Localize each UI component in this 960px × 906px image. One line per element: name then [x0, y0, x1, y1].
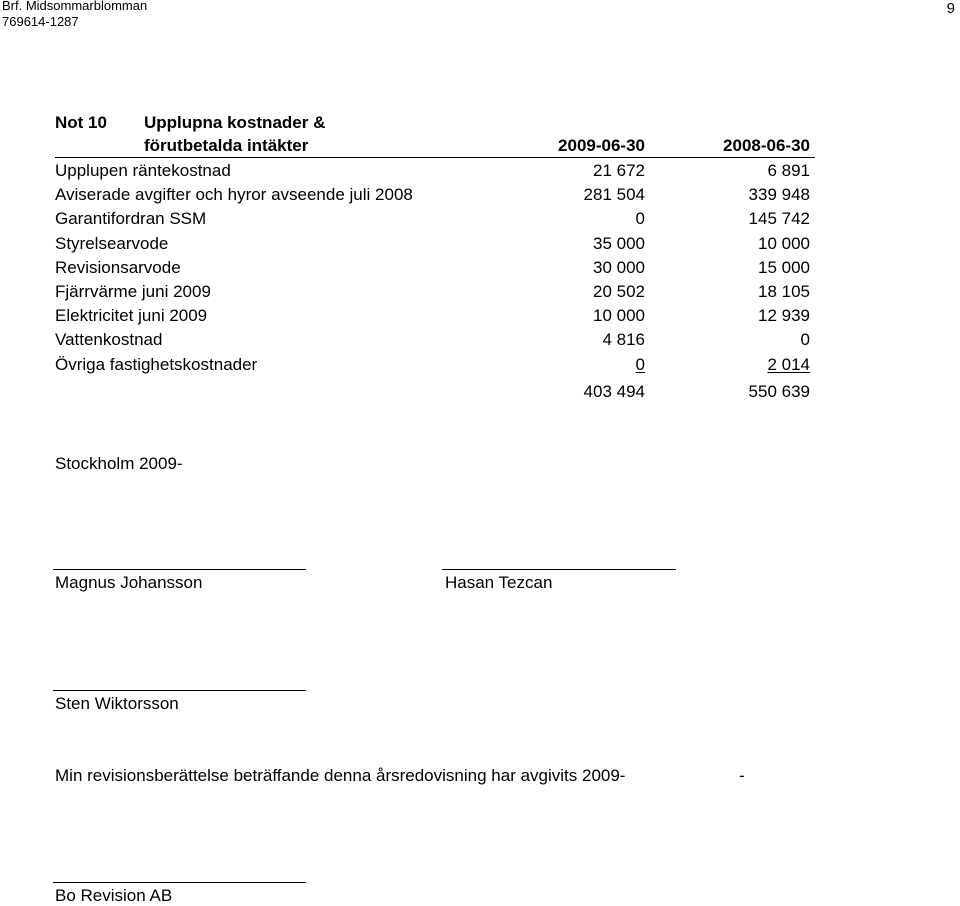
- row-value-2008: 2 014: [767, 354, 810, 374]
- table-row: [55, 258, 815, 282]
- row-value-2008: 145 742: [748, 209, 810, 229]
- header-rule: [55, 157, 815, 158]
- table-row: [55, 161, 815, 185]
- row-value-2008: 0: [800, 330, 810, 350]
- table-row: [55, 330, 815, 354]
- column-header-2009: 2009-06-30: [558, 136, 645, 155]
- auditor-name: Bo Revision AB: [55, 886, 173, 905]
- note-title-line2: förutbetalda intäkter: [144, 136, 309, 155]
- row-value-2008: 15 000: [758, 257, 810, 277]
- row-label: Övriga fastighetskostnader: [55, 354, 258, 374]
- place-date: Stockholm 2009-: [55, 454, 183, 473]
- signature-line-3: [53, 690, 306, 691]
- audit-date-dash: -: [739, 766, 745, 785]
- signature-line-1: [53, 569, 306, 570]
- row-value-2009: 0: [635, 209, 645, 229]
- row-label: Fjärrvärme juni 2009: [55, 282, 211, 301]
- row-label: Aviserade avgifter och hyror avseende juli 2008: [55, 185, 413, 205]
- row-value-2009: 4 816: [602, 330, 645, 350]
- row-value-2009: 35 000: [593, 233, 645, 253]
- row-value-2009: 20 502: [593, 282, 645, 301]
- note-title-line1: Upplupna kostnader &: [144, 113, 326, 132]
- signer-name-3: Sten Wiktorsson: [55, 694, 179, 713]
- signer-name-2: Hasan Tezcan: [445, 573, 553, 592]
- row-value-2009: 30 000: [593, 257, 645, 277]
- signer-name-1: Magnus Johansson: [55, 573, 203, 592]
- total-2009: 403 494: [583, 382, 645, 401]
- row-label: Upplupen räntekostnad: [55, 161, 231, 180]
- row-label: Garantifordran SSM: [55, 209, 207, 229]
- row-value-2009: 21 672: [593, 161, 645, 180]
- org-number: 769614-1287: [2, 14, 79, 29]
- column-header-2008: 2008-06-30: [723, 136, 810, 155]
- row-value-2008: 12 939: [758, 306, 810, 326]
- row-label: Elektricitet juni 2009: [55, 306, 208, 326]
- row-label: Revisionsarvode: [55, 257, 181, 277]
- table-row: [55, 355, 815, 379]
- row-value-2008: 18 105: [758, 282, 810, 301]
- signature-line-auditor: [53, 882, 306, 883]
- company-name: Brf. Midsommarblomman: [2, 0, 148, 13]
- row-label: Styrelsearvode: [55, 233, 169, 253]
- page-number: 9: [946, 0, 955, 17]
- row-label: Vattenkostnad: [55, 330, 163, 350]
- table-row: [55, 234, 815, 258]
- row-value-2009: 10 000: [593, 306, 645, 326]
- row-value-2009: 281 504: [583, 185, 645, 205]
- row-value-2008: 339 948: [748, 185, 810, 205]
- table-row: [55, 209, 815, 233]
- row-value-2008: 6 891: [767, 161, 810, 180]
- total-2008: 550 639: [748, 382, 810, 401]
- audit-statement: Min revisionsberättelse beträffande denna årsredovisning har avgivits 2009-: [55, 766, 626, 785]
- note-number: Not 10: [55, 113, 107, 132]
- signature-line-2: [442, 569, 676, 570]
- table-row: [55, 282, 815, 306]
- row-value-2009: 0: [635, 354, 645, 374]
- table-row: [55, 185, 815, 209]
- table-row: [55, 306, 815, 330]
- row-value-2008: 10 000: [758, 233, 810, 253]
